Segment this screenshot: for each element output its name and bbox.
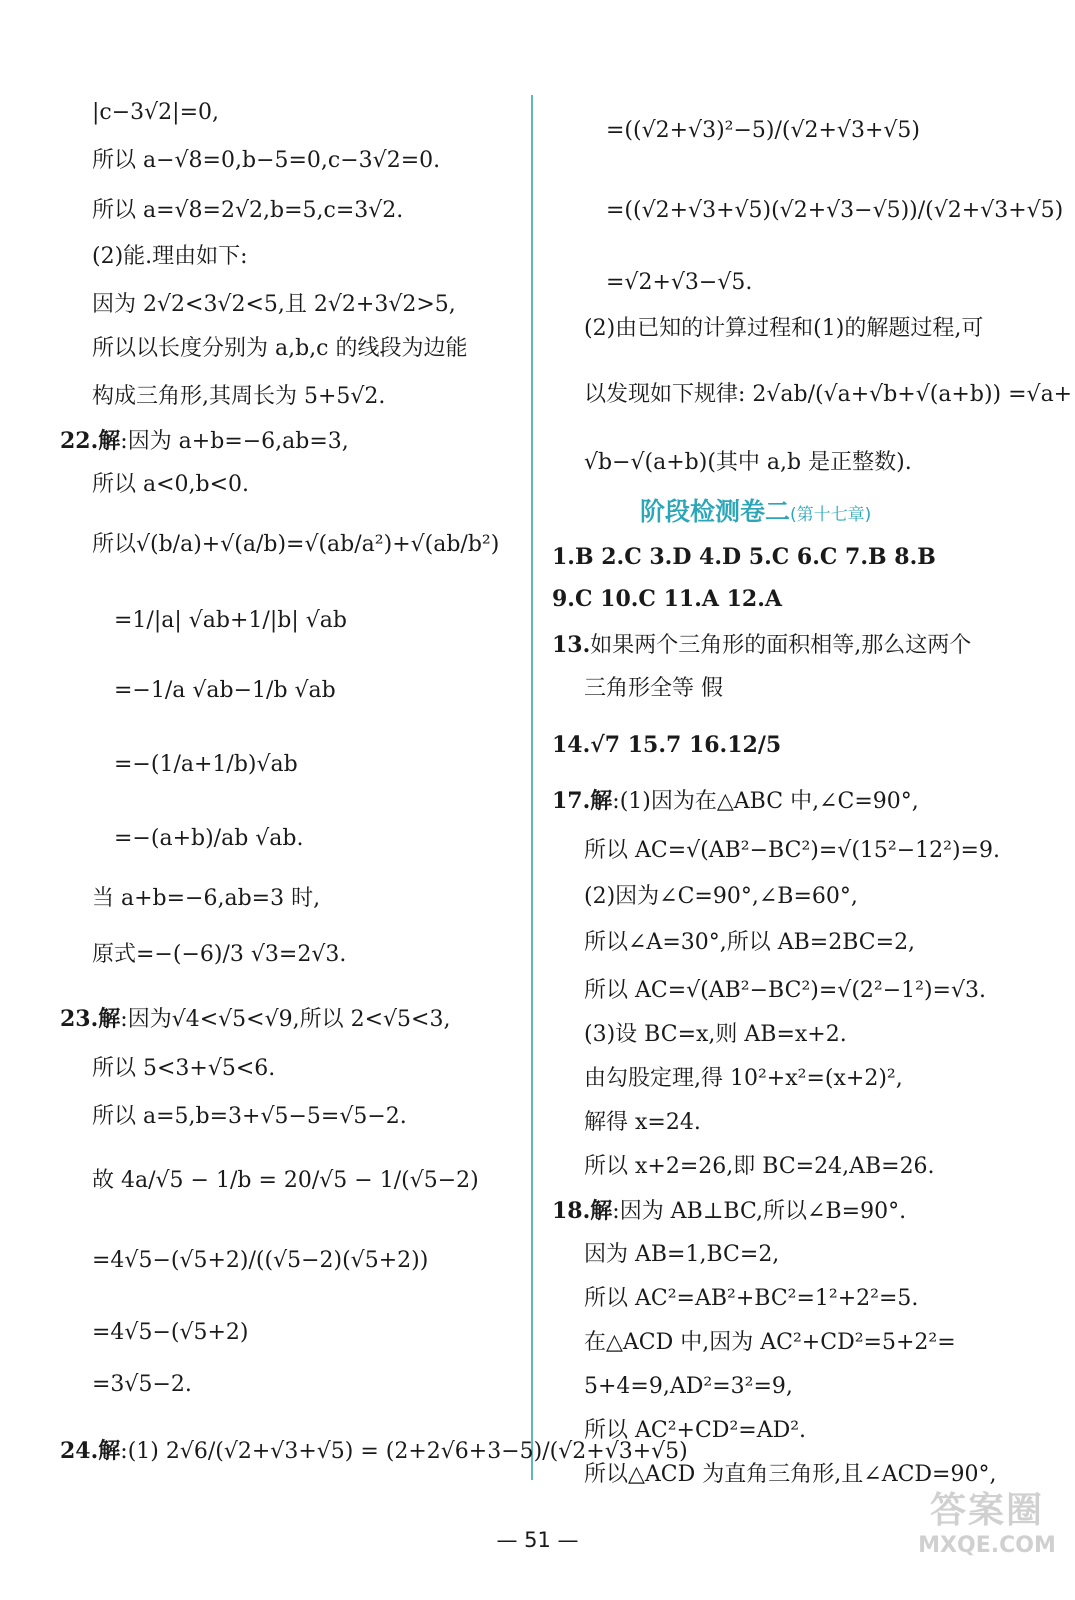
formula-line: =((√2+√3)²−5)/(√2+√3+√5) <box>606 118 920 143</box>
text-line: 当 a+b=−6,ab=3 时, <box>92 886 321 911</box>
text-line: (2)由已知的计算过程和(1)的解题过程,可 <box>584 316 984 341</box>
question-number: 17.解 <box>552 788 613 814</box>
formula-line: =−1/a √ab−1/b √ab <box>114 678 336 703</box>
question-18 <box>552 1196 906 1227</box>
text-line: 因为 AB=1,BC=2, <box>584 1242 780 1267</box>
text-line: 所以 AC²+CD²=AD². <box>584 1418 807 1443</box>
question-17 <box>552 786 919 817</box>
formula-line: 以发现如下规律: 2√ab/(√a+√b+√(a+b)) =√a+ <box>584 382 1073 407</box>
column-divider <box>531 95 533 1480</box>
text-line: 所以 5<3+√5<6. <box>92 1056 276 1081</box>
question-text: :因为√4<√5<√9,所以 2<√5<3, <box>120 1007 451 1032</box>
text-line: 5+4=9,AD²=3²=9, <box>584 1374 793 1399</box>
text-line: (2)能.理由如下: <box>92 244 248 269</box>
text-line: 所以 a=5,b=3+√5−5=√5−2. <box>92 1104 407 1129</box>
formula-line: =3√5−2. <box>92 1372 192 1397</box>
formula-line: 所以√(b/a)+√(a/b)=√(ab/a²)+√(ab/b²) <box>92 532 500 557</box>
text-line: 解得 x=24. <box>584 1110 701 1135</box>
text-line: (2)因为∠C=90°,∠B=60°, <box>584 884 858 909</box>
question-text: :(1) 2√6/(√2+√3+√5) = (2+2√6+3−5)/(√2+√3+√5) <box>120 1439 688 1464</box>
text-line: (3)设 BC=x,则 AB=x+2. <box>584 1022 847 1047</box>
question-text: :(1)因为在△ABC 中,∠C=90°, <box>612 789 919 814</box>
question-number: 18.解 <box>552 1198 613 1224</box>
answers-row: 14.√7 15.7 16.12/5 <box>552 732 782 758</box>
text-line: 所以 a=√8=2√2,b=5,c=3√2. <box>92 198 404 223</box>
answers-row: 9.C 10.C 11.A 12.A <box>552 586 782 612</box>
question-text: 如果两个三角形的面积相等,那么这两个 <box>590 633 972 658</box>
question-text: :因为 a+b=−6,ab=3, <box>120 429 349 454</box>
formula-line: 故 4a/√5 − 1/b = 20/√5 − 1/(√5−2) <box>92 1168 479 1193</box>
formula-line: =1/|a| √ab+1/|b| √ab <box>114 608 347 633</box>
text-line: 所以 x+2=26,即 BC=24,AB=26. <box>584 1154 935 1179</box>
text-line: 因为 2√2<3√2<5,且 2√2+3√2>5, <box>92 292 456 317</box>
formula-line: =−(1/a+1/b)√ab <box>114 752 298 777</box>
question-text: :因为 AB⊥BC,所以∠B=90°. <box>612 1199 907 1224</box>
text-line: 所以 a<0,b<0. <box>92 472 250 497</box>
text-line: √b−√(a+b)(其中 a,b 是正整数). <box>584 450 912 475</box>
text-line: 所以 a−√8=0,b−5=0,c−3√2=0. <box>92 148 441 173</box>
watermark-text: 答案圈 <box>929 1490 1044 1531</box>
formula-line: 所以 AC=√(AB²−BC²)=√(15²−12²)=9. <box>584 838 1000 863</box>
watermark-logo <box>917 1482 1057 1592</box>
section-subtitle: (第十七章) <box>790 505 872 525</box>
question-23 <box>60 1004 450 1035</box>
page-number: — 51 — <box>496 1528 579 1552</box>
formula-line: 原式=−(−6)/3 √3=2√3. <box>92 942 347 967</box>
text-line: 所以以长度分别为 a,b,c 的线段为边能 <box>92 336 468 361</box>
formula-line: 所以 AC=√(AB²−BC²)=√(2²−1²)=√3. <box>584 978 986 1003</box>
text-line: 在△ACD 中,因为 AC²+CD²=5+2²= <box>584 1330 956 1355</box>
question-number: 24.解 <box>60 1438 121 1464</box>
formula-line: =√2+√3−√5. <box>606 270 753 295</box>
section-title: 阶段检测卷二 <box>640 497 791 526</box>
formula-line: =4√5−(√5+2)/((√5−2)(√5+2)) <box>92 1248 429 1273</box>
question-number: 23.解 <box>60 1006 121 1032</box>
formula-line: =−(a+b)/ab √ab. <box>114 826 304 851</box>
formula-line: =4√5−(√5+2) <box>92 1320 249 1345</box>
question-number: 13. <box>552 632 591 658</box>
text-line: 三角形全等 假 <box>584 676 723 701</box>
text-line: 所以 AC²=AB²+BC²=1²+2²=5. <box>584 1286 919 1311</box>
question-number: 22.解 <box>60 428 121 454</box>
answers-row: 1.B 2.C 3.D 4.D 5.C 6.C 7.B 8.B <box>552 544 936 570</box>
text-line: 由勾股定理,得 10²+x²=(x+2)², <box>584 1066 903 1091</box>
text-line: 所以△ACD 为直角三角形,且∠ACD=90°, <box>584 1462 997 1487</box>
text-line: |c−3√2|=0, <box>92 100 220 125</box>
question-22 <box>60 426 349 457</box>
section-heading <box>640 492 871 528</box>
watermark-url: MXQE.COM <box>918 1533 1056 1558</box>
formula-line: =((√2+√3+√5)(√2+√3−√5))/(√2+√3+√5) <box>606 198 1064 223</box>
text-line: 所以∠A=30°,所以 AB=2BC=2, <box>584 930 916 955</box>
text-line: 构成三角形,其周长为 5+5√2. <box>92 384 386 409</box>
question-13 <box>552 630 971 661</box>
